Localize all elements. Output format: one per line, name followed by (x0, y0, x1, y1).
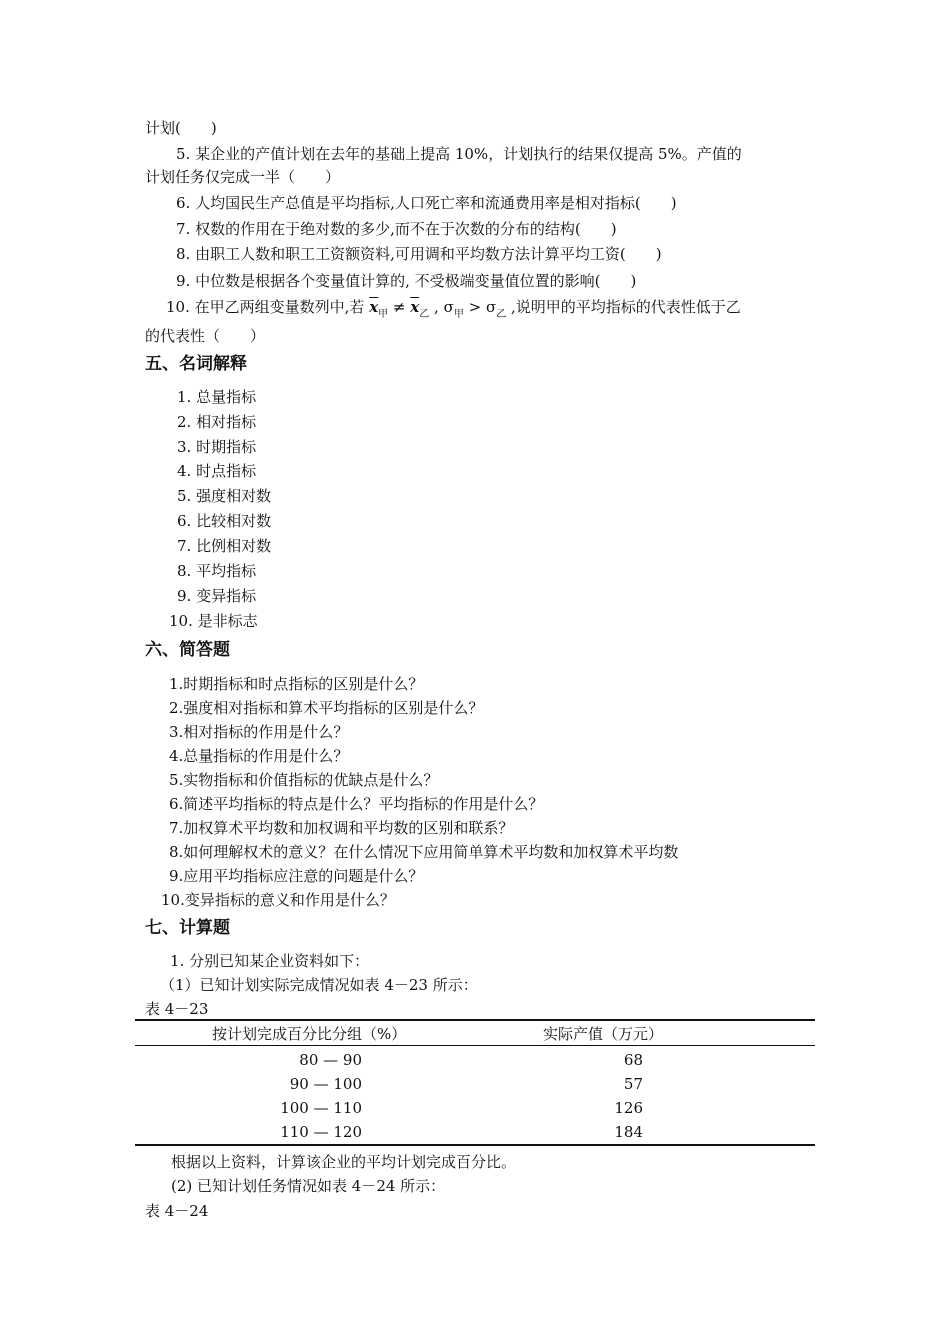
judge-item-9: 9. 中位数是根据各个变量值计算的, 不受极端变量值位置的影响( ) (176, 272, 637, 290)
sigma-yi: σ (485, 298, 497, 316)
greater-than-sign: > (468, 298, 482, 316)
table-cell: 184 (614, 1123, 643, 1141)
subscript-jia-2: 甲 (453, 309, 464, 320)
list-item: 3. 时期指标 (177, 438, 257, 456)
list-item: 7. 比例相对数 (177, 537, 272, 555)
list-item: 4. 时点指标 (177, 462, 257, 480)
table-4-23-caption: 表 4－23 (145, 1000, 209, 1018)
section5-title: 五、名词解释 (145, 354, 247, 374)
table-cell: 68 (623, 1051, 643, 1069)
judge-item-10-suffix: ,说明甲的平均指标的代表性低于乙 (511, 298, 741, 316)
judge-item-10-prefix: 10. 在甲乙两组变量数列中,若 (166, 298, 365, 316)
table-header-rule (135, 1045, 815, 1046)
calc-part-2: (2) 已知计划任务情况如表 4－24 所示： (171, 1177, 446, 1195)
subscript-yi: 乙 (419, 309, 430, 320)
x-bar-jia: $\overline{x}$ (369, 298, 379, 316)
list-item: 5. 强度相对数 (177, 487, 272, 505)
calc-intro: 1. 分别已知某企业资料如下： (170, 952, 370, 970)
subscript-jia: 甲 (378, 309, 389, 320)
not-equal-sign: ≠ (392, 298, 406, 316)
list-item: 9.应用平均指标应注意的问题是什么？ (169, 867, 424, 885)
judge-item-10-line2: 的代表性（ ） (145, 327, 266, 345)
judge-item-8: 8. 由职工人数和职工工资额资料,可用调和平均数方法计算平均工资( ) (176, 245, 662, 263)
table-cell: 126 (614, 1099, 643, 1117)
list-item: 6.简述平均指标的特点是什么？平均指标的作用是什么？ (169, 795, 544, 813)
table-header-output: 实际产值（万元） (543, 1025, 664, 1043)
table-cell: 90 — 100 (289, 1075, 362, 1093)
list-item: 1. 总量指标 (177, 388, 257, 406)
section6-title: 六、简答题 (145, 640, 230, 660)
table-cell: 80 — 90 (299, 1051, 362, 1069)
x-bar-yi: $\overline{x}$ (410, 298, 420, 316)
list-item: 1.时期指标和时点指标的区别是什么？ (169, 675, 424, 693)
calc-instruction: 根据以上资料，计算该企业的平均计划完成百分比。 (171, 1153, 517, 1171)
table-header-group: 按计划完成百分比分组（%） (212, 1025, 407, 1043)
table-cell: 100 — 110 (280, 1099, 362, 1117)
calc-part-1: （1）已知计划实际完成情况如表 4－23 所示： (160, 976, 478, 994)
judge-item-5-line1: 5. 某企业的产值计划在去年的基础上提高 10%，计划执行的结果仅提高 5%。产值的 (176, 145, 742, 163)
list-item: 8.如何理解权术的意义？在什么情况下应用简单算术平均数和加权算术平均数 (169, 843, 679, 861)
table-cell: 57 (623, 1075, 643, 1093)
list-item: 10.变异指标的意义和作用是什么？ (161, 891, 395, 909)
list-item: 2.强度相对指标和算术平均指标的区别是什么？ (169, 699, 484, 717)
judge-item-10-line1 (166, 297, 741, 325)
list-item: 5.实物指标和价值指标的优缺点是什么？ (169, 771, 439, 789)
judge-item-6: 6. 人均国民生产总值是平均指标,人口死亡率和流通费用率是相对指标( ) (176, 194, 677, 212)
list-item: 3.相对指标的作用是什么？ (169, 723, 349, 741)
list-item: 9. 变异指标 (177, 587, 257, 605)
list-item: 10. 是非标志 (169, 612, 258, 630)
table-4-24-caption: 表 4－24 (145, 1202, 209, 1220)
section7-title: 七、计算题 (145, 918, 230, 938)
sigma-jia: σ (443, 298, 454, 316)
judge-line-0: 计划( ) (145, 119, 217, 137)
subscript-yi-2: 乙 (496, 309, 507, 320)
list-item: 8. 平均指标 (177, 562, 257, 580)
table-top-rule (135, 1019, 815, 1021)
comma: , (434, 298, 439, 316)
list-item: 2. 相对指标 (177, 413, 257, 431)
list-item: 6. 比较相对数 (177, 512, 272, 530)
list-item: 4.总量指标的作用是什么？ (169, 747, 349, 765)
list-item: 7.加权算术平均数和加权调和平均数的区别和联系？ (169, 819, 514, 837)
table-bottom-rule (135, 1144, 815, 1146)
table-cell: 110 — 120 (280, 1123, 362, 1141)
judge-item-5-line2: 计划任务仅完成一半（ ） (145, 168, 341, 186)
judge-item-7: 7. 权数的作用在于绝对数的多少,而不在于次数的分布的结构( ) (176, 220, 617, 238)
